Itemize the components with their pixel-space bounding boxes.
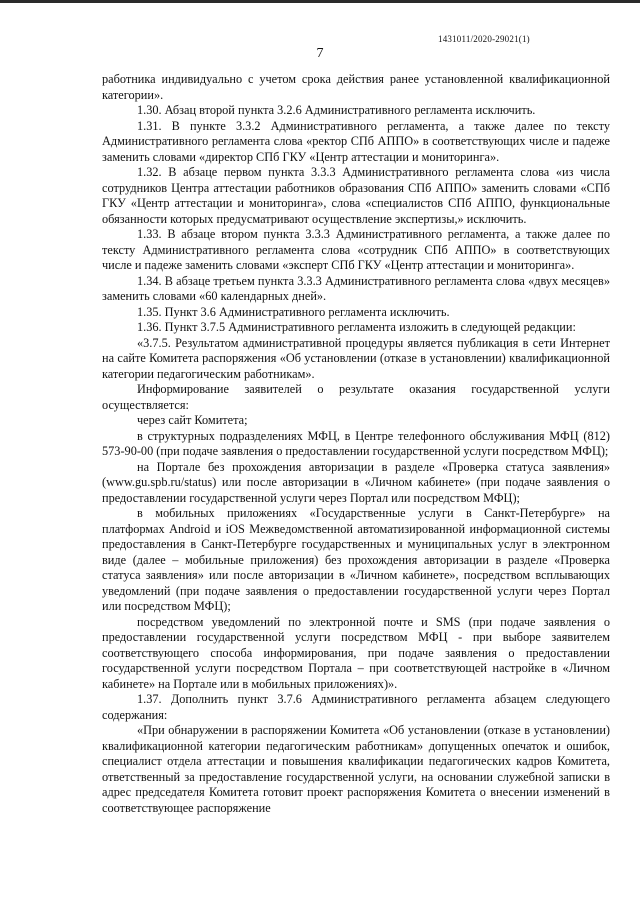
paragraph: 1.36. Пункт 3.7.5 Административного регламента изложить в следующей редакции: [137,320,576,334]
paragraph: на Портале без прохождения авторизации в разделе «Проверка статуса заявления» (www.gu.spb.ru/status) или после авторизации в «Личном кабинете» (при подаче заявления о предоставлении государственной услуги через Портал или посредством МФЦ); [102,459,610,505]
page-number: 7 [316,46,324,61]
paragraph: 1.31. В пункте 3.3.2 Административного регламента, а также далее по тексту Административного регламента слова «ректор СПб АППО» в соответствующих числе и падеже заменить словами «директор СПб ГКУ «Центр аттестации и мониторинга». [102,118,610,164]
paragraph: 1.33. В абзаце втором пункта 3.3.3 Административного регламента, а также далее по тексту Административного регламента слова «сотрудник СПб АППО» в соответствующих числе и падеже заменить словами «эксперт СПб ГКУ «Центр аттестации и мониторинга». [102,227,610,272]
document-body [102,72,610,816]
paragraph: 1.35. Пункт 3.6 Административного регламента исключить. [137,304,450,319]
paragraph: посредством уведомлений по электронной почте и SMS (при подаче заявления о предоставлении государственной услуги посредством МФЦ - при выборе заявителем соответствующего способа информирования, при подаче заявления о предоставлении государственной услуги посредством Портала – при соответствующей настройке в «Личном кабинете» на Портале или в мобильных приложениях)». [102,614,610,691]
paragraph: работника индивидуально с учетом срока действия ранее установленной квалификационной категории». [102,72,610,102]
paragraph: 1.37. Дополнить пункт 3.7.6 Административного регламента абзацем следующего содержания: [102,692,610,722]
paragraph: 1.34. В абзаце третьем пункта 3.3.3 Административного регламента слова «двух месяцев» заменить словами «60 календарных дней». [102,273,610,303]
paragraph: «При обнаружении в распоряжении Комитета «Об установлении (отказе в установлении) квалификационной категории педагогическим работникам» допущенных опечаток и ошибок, специалист отдела аттестации и повышения квалификации педагогических кадров Комитета, ответственный за предоставление государственной услуги, на основании служебной записки в адрес председателя Комитета готовит проект распоряжения Комитета о внесении изменений в соответствующее распоряжение [102,723,610,815]
paragraph: Информирование заявителей о результате оказания государственной услуги осуществляется: [102,382,610,412]
paragraph: в мобильных приложениях «Государственные услуги в Санкт-Петербурге» на платформах Android и iOS Межведомственной автоматизированной информационной системы предоставления в Санкт-Петербурге государственных и муниципальных услуг в электронном виде (далее – мобильные приложения) без прохождения авторизации в разделе «Проверка статуса заявления» или после авторизации в «Личном кабинете», посредством всплывающих уведомлений (при подаче заявления о предоставлении государственной услуги через Портал или посредством МФЦ); [102,506,610,613]
paragraph: через сайт Комитета; [137,413,248,427]
document-number: 1431011/2020-29021(1) [438,34,530,44]
paragraph: «3.7.5. Результатом административной процедуры является публикация в сети Интернет на сайте Комитета распоряжения «Об установлении (отказе в установлении) квалификационной категории педагогическим работникам». [102,335,610,381]
paragraph: 1.30. Абзац второй пункта 3.2.6 Административного регламента исключить. [137,103,536,117]
scan-top-border [0,0,640,3]
paragraph: 1.32. В абзаце первом пункта 3.3.3 Административного регламента слова «из числа сотрудников Центра аттестации работников образования СПб АППО» заменить словами «СПб ГКУ «Центр аттестации и мониторинга», слова «специалистов СПб АППО, функциональные обязанности которых предусматривают осуществление экспертизы,» исключить. [102,165,610,226]
paragraph: в структурных подразделениях МФЦ, в Центре телефонного обслуживания МФЦ (812) 573-90-00 (при подаче заявления о предоставлении государственной услуги посредством МФЦ); [102,428,610,458]
